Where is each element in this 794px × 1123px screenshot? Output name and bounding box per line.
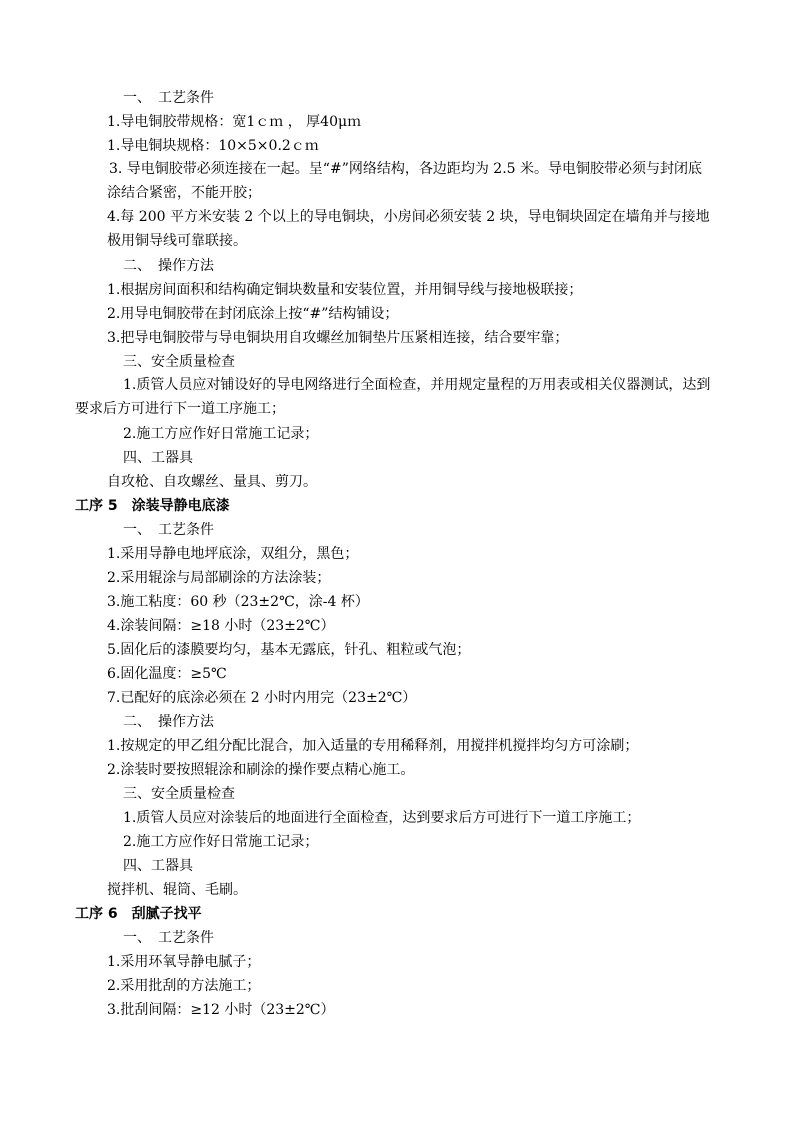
list-item: 7.已配好的底涂必须在 2 小时内用完（23±2℃） — [107, 690, 417, 706]
list-item: 4.涂装间隔：≥18 小时（23±2℃） — [107, 618, 335, 634]
list-item: 1.采用导静电地坪底涂，双组分，黑色； — [107, 546, 359, 562]
list-item: 2.施工方应作好日常施工记录； — [123, 834, 319, 850]
tools-list: 自攻枪、自攻螺丝、量具、剪刀。 — [107, 474, 317, 490]
tools-list: 搅拌机、辊筒、毛刷。 — [107, 882, 247, 898]
list-item: 3.施工粘度：60 秒（23±2℃，涂-4 杯） — [107, 594, 369, 610]
list-item: 1.按规定的甲乙组分配比混合，加入适量的专用稀释剂，用搅拌机搅拌均匀方可涂刷； — [107, 738, 639, 754]
list-item: 1.根据房间面积和结构确定铜块数量和安装位置，并用铜导线与接地极联接； — [107, 282, 583, 298]
section-heading-process-conditions: 一、 工艺条件 — [123, 930, 214, 946]
list-item: 2.用导电铜胶带在封闭底涂上按“#”结构铺设； — [107, 306, 399, 322]
section-heading-operation-method: 二、 操作方法 — [123, 714, 214, 730]
list-item: 2.涂装时要按照辊涂和刷涂的操作要点精心施工。 — [107, 762, 415, 778]
process-5-heading: 工序 5 涂装导静电底漆 — [75, 498, 230, 514]
process-6-heading: 工序 6 刮腻子找平 — [75, 906, 202, 922]
list-item: 3. 导电铜胶带必须连接在一起。呈“#”网络结构，各边距均为 2.5 米。导电铜胶带必须与封闭底涂结合紧密，不能开胶； — [107, 161, 703, 201]
list-item: 6.固化温度：≥5℃ — [107, 666, 227, 682]
list-item: 1.导电铜胶带规格：宽1ｃｍ ， 厚40μｍ — [107, 114, 362, 130]
list-item: 2.施工方应作好日常施工记录； — [123, 426, 319, 442]
list-item: 2.采用辊涂与局部刷涂的方法涂装； — [107, 570, 331, 586]
list-item: 4.每 200 平方米安装 2 个以上的导电铜块，小房间必须安装 2 块，导电铜块固定在墙角并与接地极用铜导线可靠联接。 — [107, 209, 710, 249]
section-heading-operation-method: 二、 操作方法 — [123, 258, 214, 274]
section-heading-process-conditions: 一、 工艺条件 — [123, 522, 214, 538]
list-item: 3.把导电铜胶带与导电铜块用自攻螺丝加铜垫片压紧相连接，结合要牢靠； — [107, 330, 569, 346]
section-heading-tools: 四、工器具 — [123, 858, 193, 874]
list-item: 1.采用环氧导静电腻子； — [107, 954, 261, 970]
section-heading-tools: 四、工器具 — [123, 450, 193, 466]
list-item: 1.质管人员应对铺设好的导电网络进行全面检查，并用规定量程的万用表或相关仪器测试，达到要求后方可进行下一道工序施工； — [75, 377, 711, 417]
section-heading-quality-check: 三、安全质量检查 — [123, 786, 235, 802]
list-item: 5.固化后的漆膜要均匀，基本无露底，针孔、粗粒或气泡； — [107, 642, 471, 658]
list-item: 1.质管人员应对涂装后的地面进行全面检查，达到要求后方可进行下一道工序施工； — [123, 810, 641, 826]
list-item: 3.批刮间隔：≥12 小时（23±2℃） — [107, 1002, 335, 1018]
list-item: 2.采用批刮的方法施工； — [107, 978, 261, 994]
section-heading-process-conditions: 一、 工艺条件 — [123, 90, 214, 106]
section-heading-quality-check: 三、安全质量检查 — [123, 354, 235, 370]
list-item: 1.导电铜块规格：10×5×0.2ｃｍ — [107, 138, 319, 154]
